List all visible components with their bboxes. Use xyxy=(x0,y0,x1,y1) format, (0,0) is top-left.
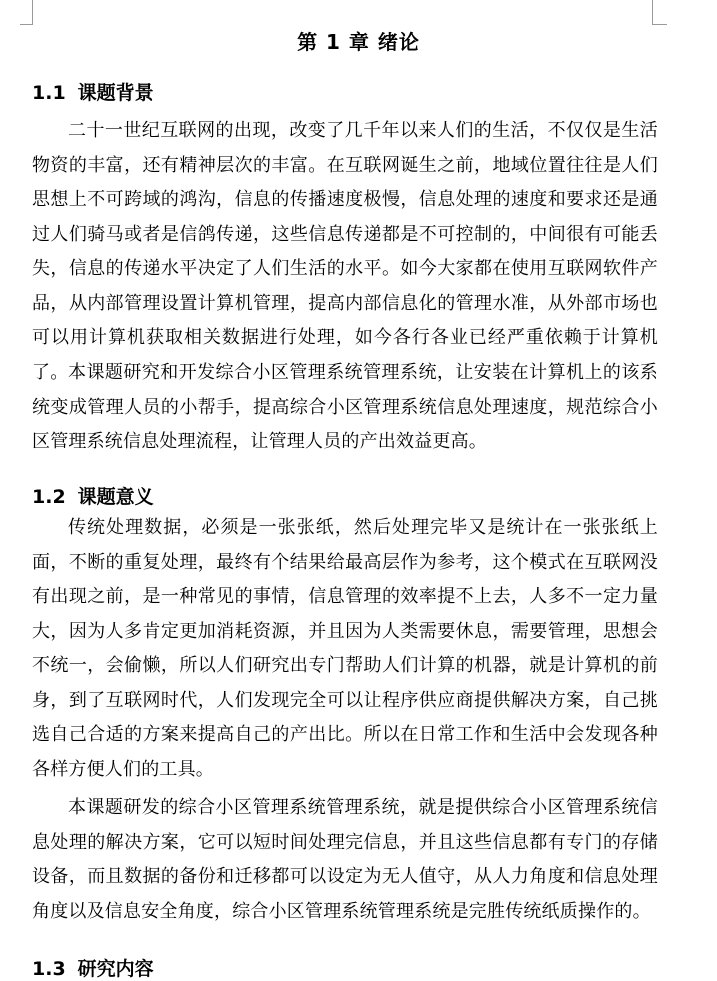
paragraph-significance-2: 本课题研发的综合小区管理系统管理系统，就是提供综合小区管理系统信息处理的解决方案，它可以短时间处理完信息，并且这些信息都有专门的存储设备，而且数据的备份和迁移都可以设定为无人值守，从人力角度和信息处理角度以及信息安全角度，综合小区管理系统管理系统是完胜传统纸质操作的。 xyxy=(32,797,658,922)
section-heading-1-3 xyxy=(32,954,154,981)
paragraph-significance-1: 传统处理数据，必须是一张张纸，然后处理完毕又是统计在一张张纸上面，不断的重复处理，最终有个结果给最高层作为参考，这个模式在互联网没有出现之前，是一种常见的事情，信息管理的效率提不上去，人多不一定力量大，因为人多肯定更加消耗资源，并且因为人类需要休息，需要管理，思想会不统一，会偷懒，所以人们研究出专门帮助人们计算的机器，就是计算机的前身，到了互联网时代，人们发现完全可以让程序供应商提供解决方案，自己挑选自己合适的方案来提高自己的产出比。所以在日常工作和生活中会发现各种各样方便人们的工具。 xyxy=(32,517,658,780)
crop-mark-top-left xyxy=(20,0,33,25)
paragraph-background-1: 二十一世纪互联网的出现，改变了几千年以来人们的生活，不仅仅是生活物资的丰富，还有精神层次的丰富。在互联网诞生之前，地域位置往往是人们思想上不可跨域的鸿沟，信息的传播速度极慢，信息处理的速度和要求还是通过人们骑马或者是信鸽传递，这些信息传递都是不可控制的，中间很有可能丢失，信息的传递水平决定了人们生活的水平。如今大家都在使用互联网软件产品，从内部管理设置计算机管理，提高内部信息化的管理水准，从外部市场也可以用计算机获取相关数据进行处理，如今各行各业已经严重依赖于计算机了。 xyxy=(32,120,658,383)
section-heading-1-1 xyxy=(32,78,154,105)
section-number: 1.1 xyxy=(32,82,66,104)
section-title: 课题意义 xyxy=(77,486,154,508)
section-number: 1.3 xyxy=(32,958,66,980)
section-title: 课题背景 xyxy=(77,82,154,104)
section-heading-1-2 xyxy=(32,482,154,509)
chapter-title: 第 1 章 绪论 xyxy=(297,30,420,54)
section-title: 研究内容 xyxy=(77,958,154,980)
crop-mark-top-right xyxy=(652,0,667,25)
paragraph-background-2: 本课题研究和开发综合小区管理系统管理系统，让安装在计算机上的该系统变成管理人员的小帮手，提高综合小区管理系统信息处理速度，规范综合小区管理系统信息处理流程，让管理人员的产出效益更高。 xyxy=(32,362,658,452)
section-number: 1.2 xyxy=(32,486,66,508)
